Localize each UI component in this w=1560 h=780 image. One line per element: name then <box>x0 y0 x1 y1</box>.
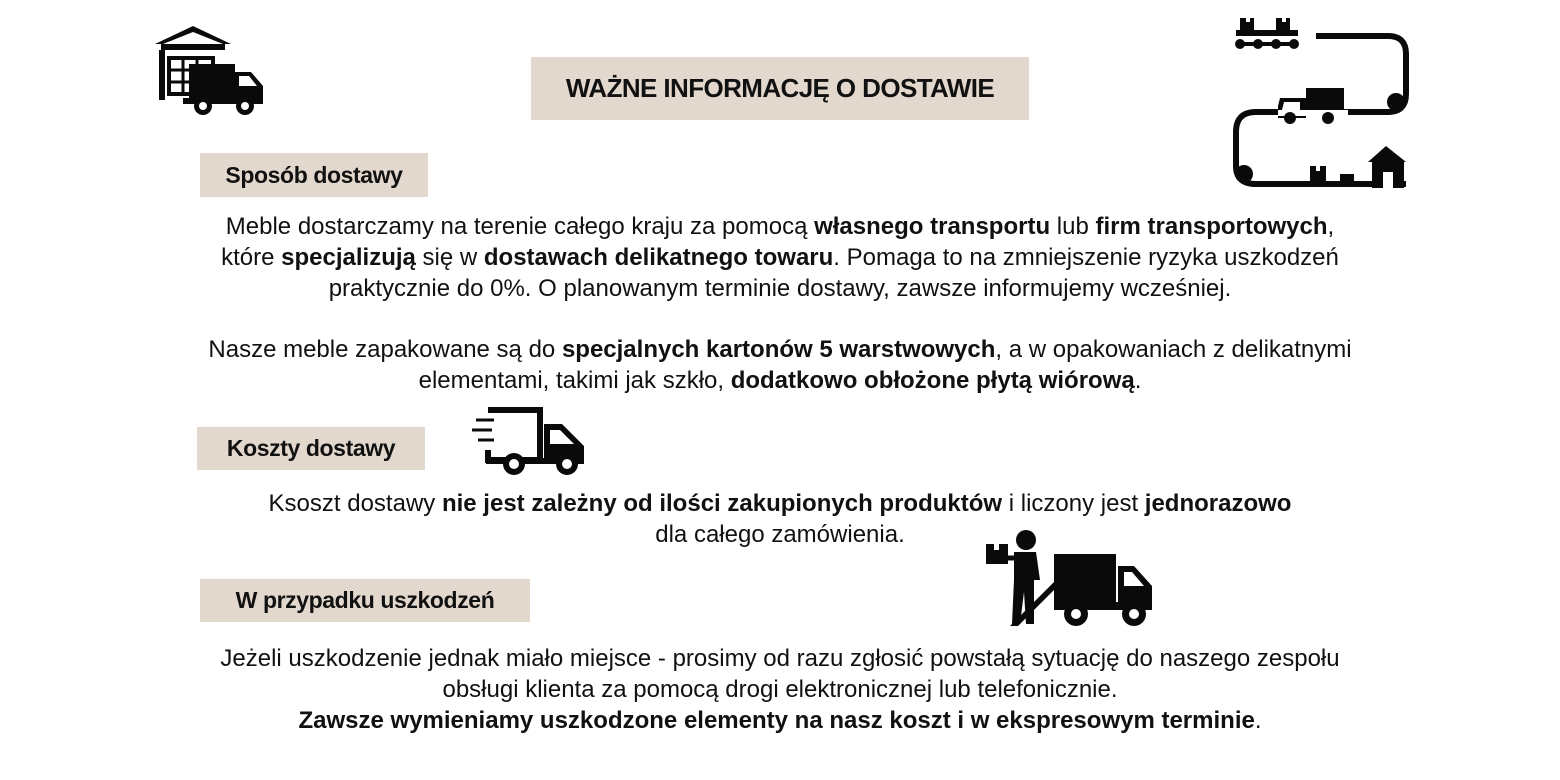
page-title: WAŻNE INFORMACJĘ O DOSTAWIE <box>565 73 995 103</box>
text-span: , <box>1327 213 1335 240</box>
text-line <box>80 519 1480 550</box>
bold-text: firm transportowych <box>1095 213 1328 240</box>
page-title-banner <box>531 57 1029 120</box>
text-span: obsługi klienta za pomocą drogi elektronicznej lub telefonicznie. <box>442 676 1118 703</box>
text-line <box>80 674 1480 705</box>
delivery-method-paragraph <box>80 211 1480 304</box>
bold-text: jednorazowo <box>1144 490 1292 517</box>
bold-text: specjalizują <box>281 244 416 271</box>
text-span: . <box>1134 367 1142 394</box>
text-span: Meble dostarczamy na terenie całego kraju za pomocą <box>225 213 815 240</box>
text-span: dla całego zamówienia. <box>655 521 905 548</box>
section-label-delivery-method <box>200 153 428 197</box>
text-span: się w <box>415 244 484 271</box>
warehouse-truck-icon <box>153 24 265 116</box>
text-span: Jeżeli uszkodzenie jednak miało miejsce - prosimy od razu zgłosić powstałą sytuację do naszego zespołu <box>220 645 1340 672</box>
section-heading: Koszty dostawy <box>226 435 396 461</box>
section-label-delivery-cost <box>197 427 425 470</box>
text-span: Ksoszt dostawy <box>268 490 442 517</box>
text-span: praktycznie do 0%. O planowanym terminie dostawy, zawsze informujemy wcześniej. <box>328 275 1232 302</box>
text-span: elementami, takimi jak szkło, <box>418 367 731 394</box>
text-span: . Pomaga to na zmniejszenie ryzyka uszkodzeń <box>833 244 1339 271</box>
text-span: lub <box>1050 213 1096 240</box>
section-heading: W przypadku uszkodzeń <box>235 587 495 613</box>
fast-delivery-truck-icon <box>472 404 590 478</box>
text-line <box>80 705 1480 736</box>
text-span: które <box>221 244 282 271</box>
section-heading: Sposób dostawy <box>225 161 403 188</box>
packaging-paragraph <box>80 334 1480 396</box>
text-line <box>80 211 1480 242</box>
text-line <box>80 273 1480 304</box>
bold-text: dostawach delikatnego towaru <box>483 244 834 271</box>
text-line <box>80 242 1480 273</box>
text-span: . <box>1254 707 1262 734</box>
text-line <box>80 488 1480 519</box>
text-line <box>80 334 1480 365</box>
section-label-damage <box>200 579 530 622</box>
text-line <box>80 643 1480 674</box>
text-span: Nasze meble zapakowane są do <box>208 336 562 363</box>
text-span: , a w opakowaniach z delikatnymi <box>995 336 1352 363</box>
bold-text: własnego transportu <box>814 213 1051 240</box>
bold-text: Zawsze wymieniamy uszkodzone elementy na nasz koszt i w ekspresowym terminie <box>298 707 1255 734</box>
delivery-route-icon <box>1228 14 1412 194</box>
damage-paragraph <box>80 643 1480 736</box>
bold-text: specjalnych kartonów 5 warstwowych <box>561 336 996 363</box>
courier-unloading-truck-icon <box>984 528 1156 630</box>
text-span: i liczony jest <box>1002 490 1145 517</box>
delivery-cost-paragraph <box>80 488 1480 550</box>
bold-text: nie jest zależny od ilości zakupionych produktów <box>441 490 1003 517</box>
text-line <box>80 365 1480 396</box>
bold-text: dodatkowo obłożone płytą wiórową <box>730 367 1135 394</box>
